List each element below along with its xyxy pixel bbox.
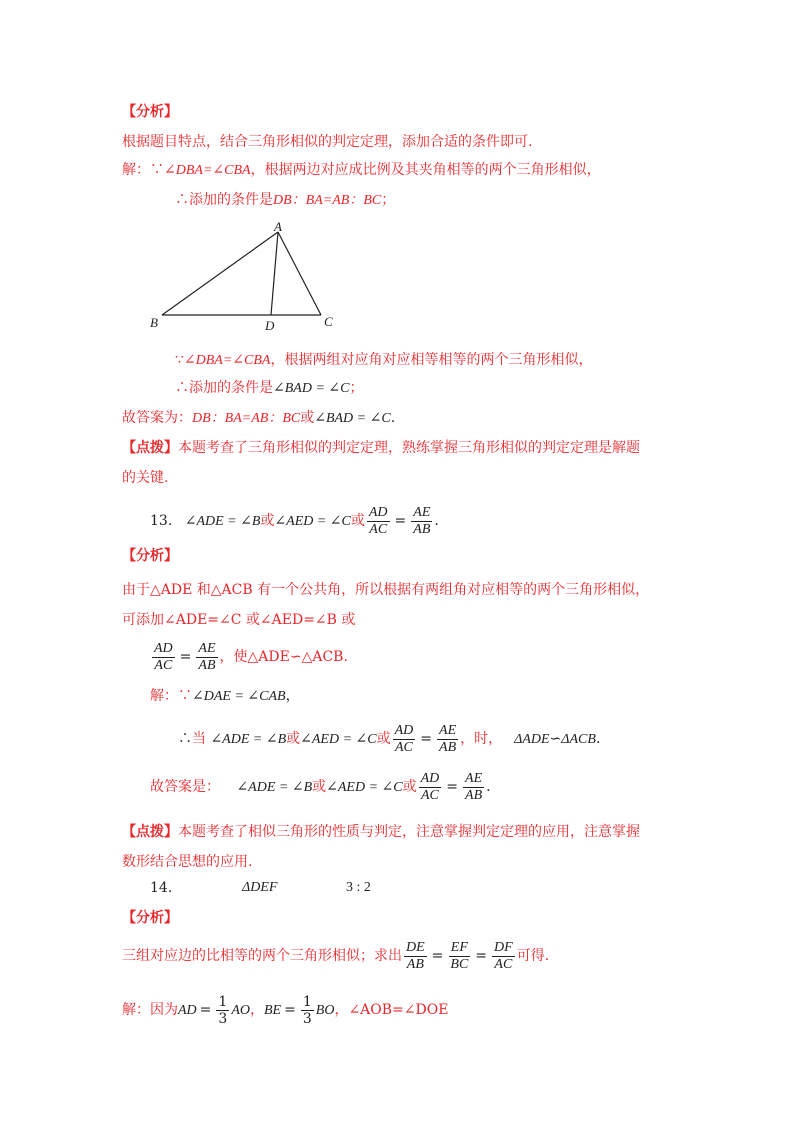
- frac-den: BC: [450, 956, 469, 972]
- tip-text-13a: 本题考查了相似三角形的性质与判定，注意掌握判定定理的应用，注意掌握: [178, 824, 640, 840]
- frac-num: AD: [420, 770, 440, 786]
- ans13-a2: ∠AED = ∠C: [274, 514, 351, 529]
- sol14-angle: ∠AOB=∠DOE: [348, 1002, 449, 1018]
- label-a: A: [274, 219, 282, 234]
- an14-suffix: 可得.: [516, 948, 550, 964]
- ans-end-12: .: [390, 410, 396, 426]
- ans13-or1: 或: [260, 513, 275, 529]
- sol13-or2: 或: [376, 731, 391, 747]
- sol1-rest: ，根据两边对应成比例及其夹角相等的两个三角形相似，: [250, 162, 601, 178]
- cond2-math: ∠BAD = ∠C: [273, 381, 350, 396]
- tip-line-13b: 数形结合思想的应用.: [122, 854, 253, 870]
- ans13-frac2: [411, 505, 432, 538]
- segment-ad: [271, 232, 278, 315]
- an13-frac2: [196, 641, 217, 674]
- ans14-triangle: ΔDEF: [242, 880, 278, 895]
- frac-den: AC: [395, 739, 413, 755]
- dot: .: [595, 731, 601, 747]
- an14-frac2: [448, 940, 470, 973]
- condition-line-12a: [175, 190, 395, 211]
- frac-num: 1: [302, 993, 312, 1010]
- sol14-bo: BO: [315, 1003, 335, 1018]
- label-b: B: [150, 315, 158, 330]
- ans-math-12: DB：BA=AB：BC: [192, 411, 301, 426]
- ans13b-frac1: [419, 771, 442, 804]
- frac-den: AB: [198, 657, 216, 673]
- end-dot: .: [434, 513, 439, 529]
- frac-num: AE: [198, 640, 216, 656]
- analysis-heading-14: 【分析】: [122, 910, 178, 926]
- tip-text-12a: 本题考查了三角形相似的判定定理，熟练掌握三角形相似的判定定理是解题: [178, 440, 640, 456]
- tip-heading-12: 【点拨】: [122, 440, 178, 456]
- sol1-prefix: 解：∵∠: [122, 162, 176, 178]
- cond2-prefix: ∴添加的条件是: [175, 380, 273, 396]
- sol13-end: ，: [285, 688, 300, 704]
- solution-line-12a: [122, 160, 601, 181]
- equals: =: [475, 948, 488, 964]
- tip-line-13a: [122, 822, 640, 842]
- frac-num: DF: [494, 939, 513, 955]
- answer-line-12: [122, 408, 395, 429]
- sol13-a2: ∠AED = ∠C: [300, 732, 377, 747]
- frac-num: EF: [450, 939, 468, 955]
- sol2-rest: ，根据两组对应角对应相等相等的两个三角形相似，: [270, 352, 593, 368]
- solution-line-13a: [150, 686, 300, 707]
- equals: =: [199, 1002, 212, 1018]
- sol14-ao: AO: [231, 1003, 250, 1018]
- frac-num: DE: [406, 939, 425, 955]
- condition-line-12b: [175, 378, 363, 399]
- analysis-line-14: [122, 936, 549, 976]
- tip-heading-13: 【点拨】: [122, 824, 178, 840]
- num-13: 13.: [150, 513, 173, 529]
- sol13-math: ∠DAE = ∠CAB: [192, 689, 286, 704]
- ans13b-a2: ∠AED = ∠C: [326, 780, 403, 795]
- equals: =: [394, 513, 407, 529]
- similar-triangles: ΔADE∽ΔACB: [514, 732, 596, 747]
- frac-num: AE: [465, 770, 483, 786]
- sol14-prefix: 解：因为: [122, 1002, 178, 1018]
- ans13-or2: 或: [350, 513, 365, 529]
- an14-prefix: 三组对应边的比相等的两个三角形相似；求出: [122, 948, 402, 964]
- ans13b-a1: ∠ADE = ∠B: [236, 780, 313, 795]
- ans-prefix-12: 故答案为：: [122, 410, 192, 426]
- frac-num: AD: [368, 504, 388, 520]
- sol14-comma1: ，: [250, 1002, 264, 1018]
- ans13b-or1: 或: [312, 779, 327, 795]
- equals: =: [179, 649, 192, 665]
- side-ac: [278, 232, 321, 315]
- frac-num: AD: [394, 722, 414, 738]
- ans13b-frac2: [463, 771, 484, 804]
- analysis-heading-12: 【分析】: [122, 104, 178, 120]
- answer-line-13: [150, 770, 491, 805]
- frac-den: 3: [302, 1010, 312, 1027]
- frac-den: AB: [439, 739, 457, 755]
- analysis-line-13c: [150, 640, 348, 674]
- cond1-math: DB：BA=AB：BC: [273, 193, 382, 208]
- ans-math2-12: ∠BAD = ∠C: [314, 411, 391, 426]
- solution-line-14: [122, 990, 448, 1031]
- sol14-comma2: ，: [334, 1002, 349, 1018]
- end-dot: .: [486, 779, 491, 795]
- cond2-suffix: ；: [349, 380, 364, 396]
- an13-frac1: [152, 641, 175, 674]
- sol2-prefix: ∵∠: [175, 352, 196, 368]
- equals: =: [446, 779, 459, 795]
- sol14-ad: AD: [178, 1003, 197, 1018]
- cond1-suffix: ；: [381, 192, 396, 208]
- solution-line-12b: [175, 350, 592, 371]
- an13-suffix: ，使△ADE∽△ACB.: [219, 649, 348, 665]
- an14-frac3: [492, 940, 515, 973]
- frac-den: AC: [369, 521, 388, 537]
- ans14-ratio: 3 : 2: [346, 880, 371, 895]
- therefore: ∴: [178, 731, 192, 747]
- sol13-or1: 或: [286, 731, 301, 747]
- analysis-line-13b: 可添加∠ADE=∠C 或∠AED=∠B 或: [122, 612, 356, 628]
- frac-num: 1: [218, 993, 228, 1010]
- sol13-a1: ∠ADE = ∠B: [210, 732, 287, 747]
- tip-line-12b: 的关键.: [122, 470, 169, 486]
- frac-den: AB: [465, 787, 483, 803]
- sol13-frac2: [437, 723, 458, 756]
- side-ab: [162, 232, 278, 315]
- frac-den: 3: [218, 1010, 228, 1027]
- analysis-heading-13: 【分析】: [122, 548, 178, 564]
- analysis-text-12: 根据题目特点，结合三角形相似的判定定理，添加合适的条件即可.: [122, 134, 533, 150]
- ans13-a1: ∠ADE = ∠B: [184, 514, 261, 529]
- answer-14: [150, 878, 371, 898]
- tip-line-12a: [122, 438, 640, 458]
- ans13-frac1: [367, 505, 390, 538]
- cond1-prefix: ∴添加的条件是: [175, 192, 273, 208]
- equals: =: [431, 948, 444, 964]
- answer-13: [150, 504, 439, 539]
- frac-num: AE: [439, 722, 457, 738]
- sol14-third-1: [216, 994, 229, 1027]
- an14-frac1: [404, 940, 427, 973]
- ans-or-12: 或: [300, 410, 315, 426]
- triangle-figure: [140, 218, 350, 336]
- sol1-math: DBA=∠CBA: [175, 163, 251, 178]
- sol2-math: DBA=∠CBA: [195, 353, 271, 368]
- sol14-third-2: [301, 994, 314, 1027]
- frac-den: AB: [413, 521, 431, 537]
- frac-den: AC: [421, 787, 439, 803]
- frac-num: AE: [413, 504, 431, 520]
- sol14-be: BE: [264, 1003, 282, 1018]
- label-c: C: [324, 314, 333, 329]
- solution-line-13b: [178, 722, 600, 757]
- ans13-prefix: 故答案是：: [150, 779, 220, 795]
- frac-den: AB: [406, 956, 424, 972]
- label-d: D: [265, 318, 275, 333]
- sol13-frac1: [393, 723, 416, 756]
- comma-time: ，时，: [460, 731, 503, 747]
- num-14: 14.: [150, 880, 173, 896]
- frac-den: AC: [494, 956, 513, 972]
- equals: =: [420, 731, 433, 747]
- ans13b-or2: 或: [402, 779, 417, 795]
- equals: =: [284, 1002, 296, 1018]
- frac-num: AD: [154, 640, 173, 656]
- analysis-line-13a: 由于△ADE 和△ACB 有一个公共角，所以根据有两组角对应相等的两个三角形相似，: [122, 582, 650, 598]
- sol13-prefix: 解：∵: [150, 688, 192, 704]
- when: 当: [192, 731, 206, 747]
- frac-den: AC: [154, 657, 173, 673]
